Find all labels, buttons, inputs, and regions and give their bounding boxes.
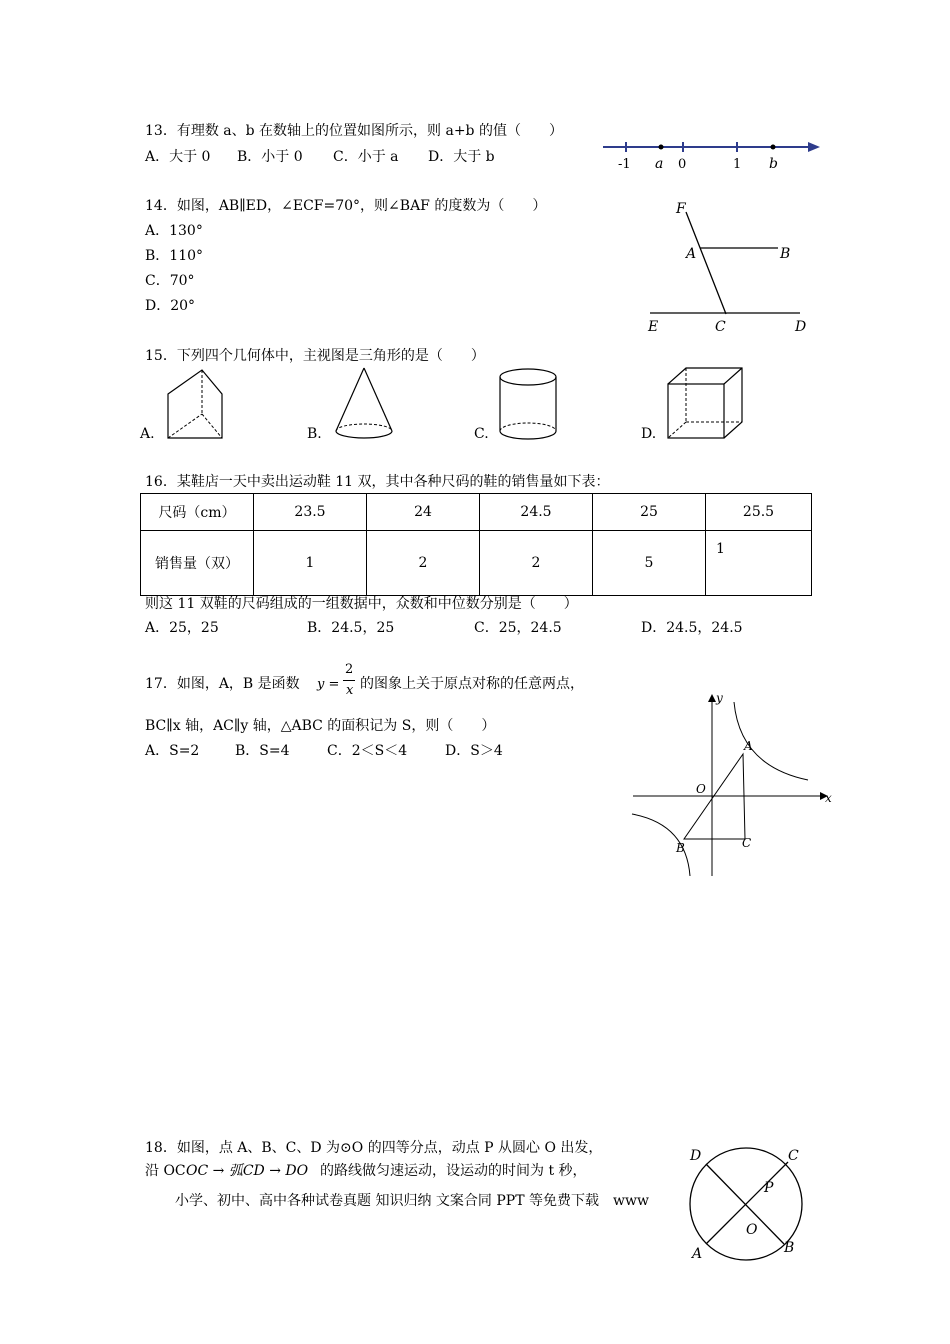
q17-stem-a: 17．如图，A，B 是函数 [145, 676, 300, 692]
table-cell: 2 [480, 531, 593, 596]
cylinder-figure [495, 364, 565, 444]
q16-option-a: A．25，25 [145, 620, 219, 636]
table-cell: 销售量（双） [141, 531, 254, 596]
cone-figure [330, 364, 400, 444]
table-cell: 24 [367, 494, 480, 531]
origin-label: O [696, 782, 706, 796]
point-B-label: B [676, 841, 685, 855]
q18-line2-b: 的路线做匀速运动，设运动的时间为 t 秒， [320, 1163, 587, 1179]
q17-formula-denominator: x [346, 683, 354, 698]
q15-option-c: C. [474, 426, 489, 442]
table-cell: 1 [706, 531, 812, 596]
q17-option-d: D．S＞4 [445, 743, 503, 759]
table-cell: 2 [367, 531, 480, 596]
point-D: D [795, 319, 807, 335]
table-cell: 25.5 [706, 494, 812, 531]
q17-option-b: B．S=4 [235, 743, 290, 759]
q13-option-c: C．小于 a [333, 149, 399, 165]
circle-point-B: B [784, 1240, 795, 1256]
axis-label-b: b [769, 156, 778, 172]
axis-label-a: a [655, 156, 664, 172]
size-sales-table [140, 493, 812, 596]
table-cell: 23.5 [254, 494, 367, 531]
q16-stem: 16．某鞋店一天中卖出运动鞋 11 双，其中各种尺码的鞋的销售量如下表： [145, 474, 610, 490]
q16-option-b: B．24.5，25 [307, 620, 395, 636]
q14-option-a: A．130° [145, 223, 203, 239]
q13-stem: 13．有理数 a、b 在数轴上的位置如图所示，则 a+b 的值（ ） [145, 123, 563, 139]
q13-option-d: D．大于 b [428, 149, 495, 165]
circle-point-D: D [690, 1148, 702, 1164]
q18-line2-a: 沿 OC [145, 1163, 186, 1179]
point-A-label: A [744, 739, 753, 753]
q13-option-b: B．小于 0 [237, 149, 303, 165]
q16-option-c: C．25，24.5 [474, 620, 562, 636]
q14-option-b: B．110° [145, 248, 204, 264]
parallel-lines-figure [640, 198, 820, 338]
q18-path-formula: OC → 弧CD → DO [186, 1163, 309, 1179]
q14-stem: 14．如图，AB∥ED，∠ECF=70°，则∠BAF 的度数为（ ） [145, 198, 547, 214]
footer-text: 小学、初中、高中各种试卷真题 知识归纳 文案合同 PPT 等免费下载 www [175, 1193, 649, 1209]
axis-x-label: x [825, 791, 832, 805]
axis-label-minus1: -1 [618, 157, 631, 172]
table-cell: 1 [254, 531, 367, 596]
q13-option-a: A．大于 0 [145, 149, 211, 165]
circle-center-O: O [746, 1222, 758, 1238]
fraction-bar [343, 680, 355, 681]
q15-option-a: A. [140, 426, 155, 442]
circle-point-C: C [788, 1148, 799, 1164]
prism-figure [160, 364, 230, 444]
q15-option-b: B. [307, 426, 322, 442]
q17-stem-b: 的图象上关于原点对称的任意两点， [360, 676, 584, 692]
table-cell: 尺码（cm） [141, 494, 254, 531]
q17-line2: BC∥x 轴，AC∥y 轴，△ABC 的面积记为 S，则（ ） [145, 718, 496, 734]
q17-option-a: A．S=2 [145, 743, 200, 759]
point-A: A [686, 246, 697, 262]
number-line-figure [598, 135, 823, 175]
table-cell: 5 [593, 531, 706, 596]
point-C: C [715, 319, 726, 335]
circle-point-P: P [764, 1180, 774, 1196]
q14-option-c: C．70° [145, 273, 195, 289]
axis-y-label: y [716, 691, 723, 705]
cube-figure [660, 364, 750, 444]
q16-followup: 则这 11 双鞋的尺码组成的一组数据中，众数和中位数分别是（ ） [145, 596, 578, 612]
axis-label-0: 0 [678, 157, 687, 172]
hyperbola-figure [628, 686, 838, 881]
q18-line1: 18．如图，点 A、B、C、D 为⊙O 的四等分点，动点 P 从圆心 O 出发， [145, 1140, 603, 1156]
point-F: F [676, 201, 686, 217]
table-cell: 24.5 [480, 494, 593, 531]
q16-option-d: D．24.5，24.5 [641, 620, 743, 636]
q15-stem: 15．下列四个几何体中，主视图是三角形的是（ ） [145, 348, 485, 364]
point-E: E [648, 319, 659, 335]
q15-option-d: D. [641, 426, 657, 442]
table-cell: 25 [593, 494, 706, 531]
q14-option-d: D．20° [145, 298, 196, 314]
point-C-label: C [742, 836, 752, 850]
q17-option-c: C．2＜S＜4 [327, 743, 408, 759]
circle-point-A: A [692, 1246, 703, 1262]
circle-figure [680, 1140, 815, 1265]
q17-formula-numerator: 2 [345, 662, 354, 677]
axis-label-1: 1 [733, 157, 742, 172]
q17-formula-y: y = [317, 677, 340, 692]
table-row [141, 494, 812, 531]
table-row [141, 531, 812, 596]
point-B: B [780, 246, 791, 262]
